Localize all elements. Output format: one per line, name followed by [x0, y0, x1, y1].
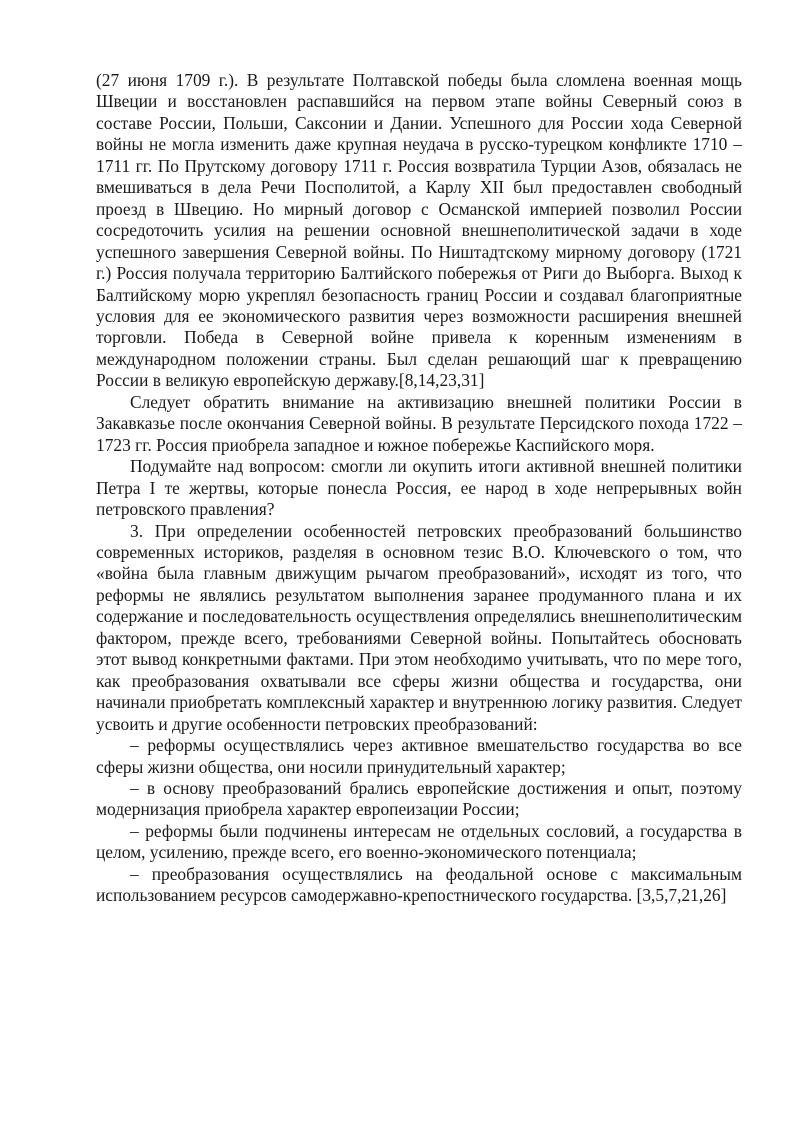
paragraph-transcaucasia: Следует обратить внимание на активизацию внешней политики России в Закавказье после окончания Северной войны. В результате Персидского похода 1722 – 1723 гг. Россия приобрела западное и южное побережье Каспийского моря. — [96, 391, 742, 455]
list-item-state-interests: – реформы были подчинены интересам не отдельных сословий, а государства в целом, усилению, прежде всего, его военно-экономического потенциала; — [96, 820, 742, 863]
list-item-state-intervention: – реформы осуществлялись через активное вмешательство государства во все сферы жизни общества, они носили принудительный характер; — [96, 735, 742, 777]
paragraph-poltava-outcome: (27 июня 1709 г.). В результате Полтавской победы была сломлена военная мощь Швеции и восстановлен распавшийся на первом этапе войны Северный союз в составе России, Польши, Саксонии и Дании. Успешного для России хода Северной войны не могла изменить даже крупная неудача в русско-турецком конфликте 1710 – 1711 гг. По Прутскому договору 1711 г. Россия возвратила Турции Азов, обязалась не вмешиваться в дела Речи Посполитой, а Карлу XII был предоставлен свободный проезд в Швецию. Но мирный договор с Османской империей позволил России сосредоточить усилия на решении основной внешнеполитической задачи в ходе успешного завершения Северной войны. По Ништадтскому мирному договору (1721 г.) Россия получала территорию Балтийского побережья от Риги до Выборга. Выход к Балтийскому морю укреплял безопасность границ России и создавал благоприятные условия для ее экономического развития через возможности расширения внешней торговли. Победа в Северной войне привела к коренным изменениям в международном положении страны. Был сделан решающий шаг к превращению России в великую европейскую державу.[8,14,23,31] — [96, 70, 742, 391]
list-item-feudal-basis: – преобразования осуществлялись на феодальной основе с максимальным использованием ресурсов самодержавно-крепостнического государства. [3,5,7,21,26] — [96, 863, 742, 906]
document-page — [96, 70, 742, 907]
paragraph-reforms-features: 3. При определении особенностей петровских преобразований большинство современных историков, разделяя в основном тезис В.О. Ключевского о том, что «война была главным движущим рычагом преобразований», исходят из того, что реформы не являлись результатом выполнения заранее продуманного плана и их содержание и последовательность осуществления определялись внешнеполитическим фактором, прежде всего, требованиями Северной войны. Попытайтесь обосновать этот вывод конкретными фактами. При этом необходимо учитывать, что по мере того, как преобразования охватывали все сферы жизни общества и государства, они начинали приобретать комплексный характер и внутреннюю логику развития. Следует усвоить и другие особенности петровских преобразований: — [96, 520, 742, 734]
paragraph-question: Подумайте над вопросом: смогли ли окупить итоги активной внешней политики Петра I те жертвы, которые понесла Россия, ее народ в ходе непрерывных войн петровского правления? — [96, 456, 742, 520]
list-item-european-basis: – в основу преобразований брались европейские достижения и опыт, поэтому модернизация приобрела характер европеизации России; — [96, 777, 742, 820]
